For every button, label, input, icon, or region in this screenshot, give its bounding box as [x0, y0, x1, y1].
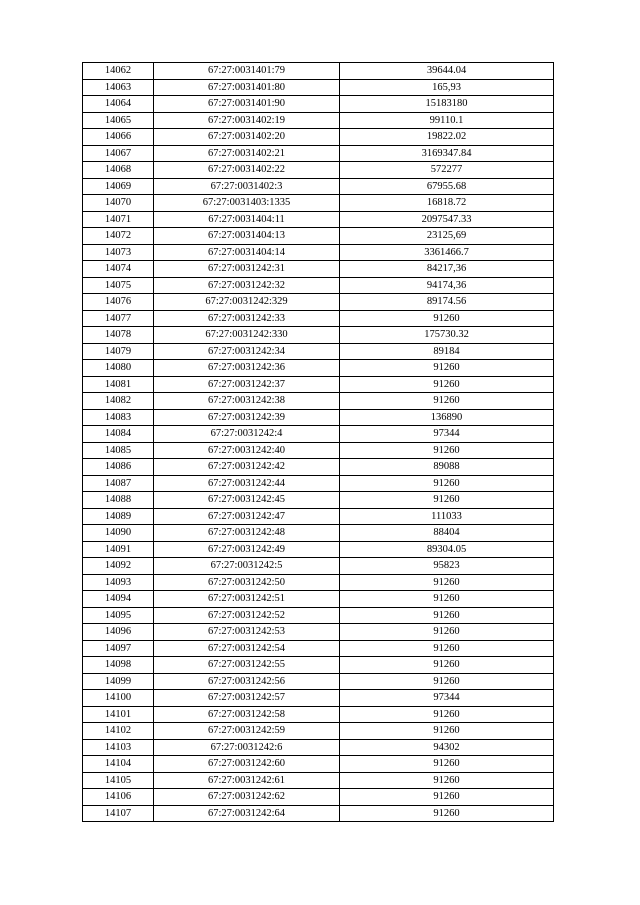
value-cell: 89174.56: [340, 294, 554, 311]
value-cell: 91260: [340, 310, 554, 327]
row-number-cell: 14096: [83, 624, 154, 641]
row-number-cell: 14095: [83, 607, 154, 624]
row-number-cell: 14083: [83, 409, 154, 426]
value-cell: 91260: [340, 772, 554, 789]
table-row: [83, 706, 554, 723]
table-row: [83, 624, 554, 641]
table-row: [83, 607, 554, 624]
cadastral-number-cell: 67:27:0031401:80: [154, 79, 340, 96]
value-cell: 91260: [340, 393, 554, 410]
table-row: [83, 360, 554, 377]
table-row: [83, 772, 554, 789]
row-number-cell: 14069: [83, 178, 154, 195]
cadastral-number-cell: 67:27:0031242:61: [154, 772, 340, 789]
table-row: [83, 640, 554, 657]
row-number-cell: 14088: [83, 492, 154, 509]
table-row: [83, 343, 554, 360]
cadastral-number-cell: 67:27:0031242:47: [154, 508, 340, 525]
value-cell: 91260: [340, 442, 554, 459]
cadastral-number-cell: 67:27:0031242:34: [154, 343, 340, 360]
row-number-cell: 14097: [83, 640, 154, 657]
row-number-cell: 14075: [83, 277, 154, 294]
value-cell: 91260: [340, 607, 554, 624]
cadastral-number-cell: 67:27:0031402:3: [154, 178, 340, 195]
value-cell: 136890: [340, 409, 554, 426]
value-cell: 2097547.33: [340, 211, 554, 228]
value-cell: 91260: [340, 789, 554, 806]
value-cell: 91260: [340, 805, 554, 822]
table-row: [83, 129, 554, 146]
table-row: [83, 277, 554, 294]
row-number-cell: 14077: [83, 310, 154, 327]
table-row: [83, 178, 554, 195]
cadastral-number-cell: 67:27:0031401:79: [154, 63, 340, 80]
table-row: [83, 211, 554, 228]
cadastral-number-cell: 67:27:0031242:36: [154, 360, 340, 377]
row-number-cell: 14076: [83, 294, 154, 311]
row-number-cell: 14094: [83, 591, 154, 608]
table-row: [83, 409, 554, 426]
table-row: [83, 475, 554, 492]
cadastral-number-cell: 67:27:0031402:20: [154, 129, 340, 146]
table-row: [83, 591, 554, 608]
value-cell: 97344: [340, 426, 554, 443]
table-row: [83, 789, 554, 806]
row-number-cell: 14067: [83, 145, 154, 162]
value-cell: 16818.72: [340, 195, 554, 212]
cadastral-number-cell: 67:27:0031242:330: [154, 327, 340, 344]
cadastral-number-cell: 67:27:0031242:56: [154, 673, 340, 690]
row-number-cell: 14103: [83, 739, 154, 756]
row-number-cell: 14107: [83, 805, 154, 822]
cadastral-number-cell: 67:27:0031242:37: [154, 376, 340, 393]
cadastral-number-cell: 67:27:0031242:50: [154, 574, 340, 591]
table-row: [83, 228, 554, 245]
value-cell: 91260: [340, 574, 554, 591]
cadastral-number-cell: 67:27:0031402:21: [154, 145, 340, 162]
value-cell: 95823: [340, 558, 554, 575]
table-row: [83, 508, 554, 525]
cadastral-number-cell: 67:27:0031402:19: [154, 112, 340, 129]
value-cell: 89088: [340, 459, 554, 476]
table-row: [83, 756, 554, 773]
table-row: [83, 96, 554, 113]
table-row: [83, 673, 554, 690]
cadastral-number-cell: 67:27:0031242:31: [154, 261, 340, 278]
value-cell: 23125,69: [340, 228, 554, 245]
cadastral-value-table: [82, 62, 554, 822]
table-row: [83, 541, 554, 558]
row-number-cell: 14100: [83, 690, 154, 707]
table-row: [83, 426, 554, 443]
table-row: [83, 574, 554, 591]
cadastral-number-cell: 67:27:0031242:33: [154, 310, 340, 327]
row-number-cell: 14065: [83, 112, 154, 129]
table-row: [83, 690, 554, 707]
value-cell: 91260: [340, 591, 554, 608]
table-row: [83, 393, 554, 410]
table-row: [83, 112, 554, 129]
row-number-cell: 14098: [83, 657, 154, 674]
table-row: [83, 244, 554, 261]
cadastral-number-cell: 67:27:0031242:4: [154, 426, 340, 443]
row-number-cell: 14104: [83, 756, 154, 773]
row-number-cell: 14079: [83, 343, 154, 360]
value-cell: 3169347.84: [340, 145, 554, 162]
row-number-cell: 14099: [83, 673, 154, 690]
row-number-cell: 14087: [83, 475, 154, 492]
value-cell: 84217,36: [340, 261, 554, 278]
row-number-cell: 14082: [83, 393, 154, 410]
value-cell: 89304.05: [340, 541, 554, 558]
table-row: [83, 805, 554, 822]
cadastral-number-cell: 67:27:0031242:52: [154, 607, 340, 624]
row-number-cell: 14078: [83, 327, 154, 344]
cadastral-number-cell: 67:27:0031404:11: [154, 211, 340, 228]
row-number-cell: 14072: [83, 228, 154, 245]
value-cell: 165,93: [340, 79, 554, 96]
value-cell: 67955.68: [340, 178, 554, 195]
table-row: [83, 442, 554, 459]
row-number-cell: 14101: [83, 706, 154, 723]
value-cell: 89184: [340, 343, 554, 360]
value-cell: 94174,36: [340, 277, 554, 294]
value-cell: 175730.32: [340, 327, 554, 344]
value-cell: 99110.1: [340, 112, 554, 129]
cadastral-number-cell: 67:27:0031242:62: [154, 789, 340, 806]
cadastral-number-cell: 67:27:0031242:57: [154, 690, 340, 707]
value-cell: 91260: [340, 756, 554, 773]
cadastral-number-cell: 67:27:0031242:49: [154, 541, 340, 558]
row-number-cell: 14063: [83, 79, 154, 96]
table-row: [83, 739, 554, 756]
row-number-cell: 14086: [83, 459, 154, 476]
value-cell: 91260: [340, 706, 554, 723]
value-cell: 19822.02: [340, 129, 554, 146]
row-number-cell: 14091: [83, 541, 154, 558]
cadastral-number-cell: 67:27:0031242:64: [154, 805, 340, 822]
row-number-cell: 14064: [83, 96, 154, 113]
row-number-cell: 14106: [83, 789, 154, 806]
row-number-cell: 14084: [83, 426, 154, 443]
value-cell: 94302: [340, 739, 554, 756]
row-number-cell: 14105: [83, 772, 154, 789]
cadastral-number-cell: 67:27:0031242:55: [154, 657, 340, 674]
value-cell: 91260: [340, 723, 554, 740]
row-number-cell: 14073: [83, 244, 154, 261]
table-row: [83, 294, 554, 311]
cadastral-number-cell: 67:27:0031242:45: [154, 492, 340, 509]
cadastral-number-cell: 67:27:0031404:14: [154, 244, 340, 261]
value-cell: 91260: [340, 640, 554, 657]
table-row: [83, 492, 554, 509]
cadastral-number-cell: 67:27:0031242:39: [154, 409, 340, 426]
row-number-cell: 14062: [83, 63, 154, 80]
cadastral-number-cell: 67:27:0031242:6: [154, 739, 340, 756]
cadastral-number-cell: 67:27:0031242:58: [154, 706, 340, 723]
row-number-cell: 14090: [83, 525, 154, 542]
table-row: [83, 63, 554, 80]
value-cell: 91260: [340, 673, 554, 690]
value-cell: 97344: [340, 690, 554, 707]
row-number-cell: 14080: [83, 360, 154, 377]
value-cell: 91260: [340, 360, 554, 377]
cadastral-number-cell: 67:27:0031242:44: [154, 475, 340, 492]
cadastral-number-cell: 67:27:0031242:59: [154, 723, 340, 740]
value-cell: 572277: [340, 162, 554, 179]
cadastral-number-cell: 67:27:0031401:90: [154, 96, 340, 113]
row-number-cell: 14070: [83, 195, 154, 212]
cadastral-number-cell: 67:27:0031242:51: [154, 591, 340, 608]
table-row: [83, 327, 554, 344]
cadastral-number-cell: 67:27:0031242:53: [154, 624, 340, 641]
cadastral-number-cell: 67:27:0031242:38: [154, 393, 340, 410]
value-cell: 39644.04: [340, 63, 554, 80]
row-number-cell: 14089: [83, 508, 154, 525]
value-cell: 88404: [340, 525, 554, 542]
table-row: [83, 261, 554, 278]
table-row: [83, 657, 554, 674]
table-row: [83, 195, 554, 212]
value-cell: 15183180: [340, 96, 554, 113]
cadastral-number-cell: 67:27:0031242:32: [154, 277, 340, 294]
value-cell: 91260: [340, 624, 554, 641]
cadastral-number-cell: 67:27:0031242:40: [154, 442, 340, 459]
cadastral-number-cell: 67:27:0031402:22: [154, 162, 340, 179]
value-cell: 91260: [340, 475, 554, 492]
row-number-cell: 14093: [83, 574, 154, 591]
cadastral-number-cell: 67:27:0031404:13: [154, 228, 340, 245]
row-number-cell: 14074: [83, 261, 154, 278]
value-cell: 91260: [340, 492, 554, 509]
cadastral-number-cell: 67:27:0031242:48: [154, 525, 340, 542]
value-cell: 91260: [340, 376, 554, 393]
row-number-cell: 14085: [83, 442, 154, 459]
table-row: [83, 310, 554, 327]
row-number-cell: 14071: [83, 211, 154, 228]
table-row: [83, 79, 554, 96]
table-row: [83, 558, 554, 575]
cadastral-number-cell: 67:27:0031242:54: [154, 640, 340, 657]
cadastral-number-cell: 67:27:0031242:5: [154, 558, 340, 575]
cadastral-number-cell: 67:27:0031242:42: [154, 459, 340, 476]
value-cell: 111033: [340, 508, 554, 525]
value-cell: 3361466.7: [340, 244, 554, 261]
table-row: [83, 525, 554, 542]
row-number-cell: 14066: [83, 129, 154, 146]
row-number-cell: 14092: [83, 558, 154, 575]
table-row: [83, 376, 554, 393]
table-row: [83, 459, 554, 476]
cadastral-number-cell: 67:27:0031242:329: [154, 294, 340, 311]
value-cell: 91260: [340, 657, 554, 674]
row-number-cell: 14102: [83, 723, 154, 740]
table-row: [83, 723, 554, 740]
row-number-cell: 14081: [83, 376, 154, 393]
cadastral-number-cell: 67:27:0031242:60: [154, 756, 340, 773]
table-row: [83, 162, 554, 179]
cadastral-number-cell: 67:27:0031403:1335: [154, 195, 340, 212]
table-row: [83, 145, 554, 162]
row-number-cell: 14068: [83, 162, 154, 179]
table-body: [83, 63, 554, 822]
